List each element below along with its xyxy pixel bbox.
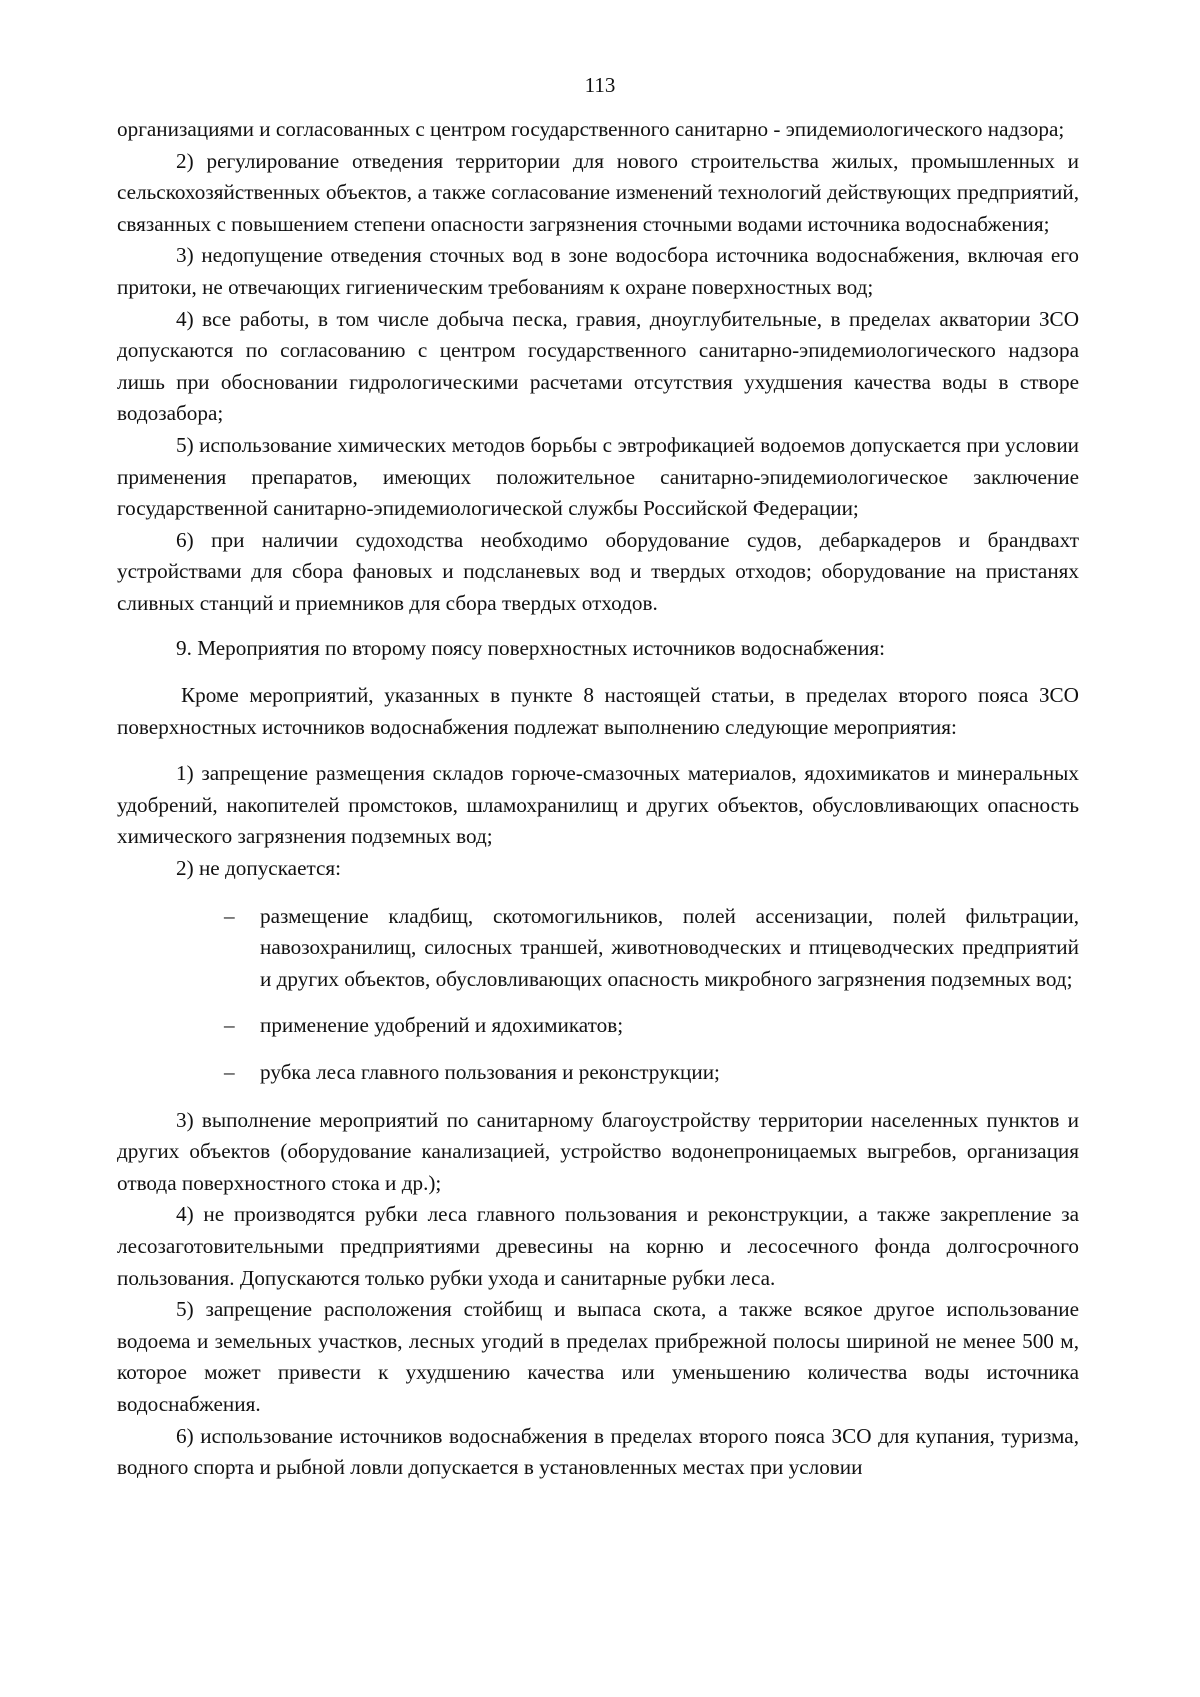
dash-list: [117, 901, 1079, 1089]
list-item-2-regulation: 2) регулирование отведения территории для нового строительства жилых, промышленных и сельскохозяйственных объектов, а также согласование изменений технологий действующих предприятий, связанных с повышением степени опасности загрязнения сточными водами источника водоснабжения;: [117, 148, 1079, 236]
list-item-4-works: 4) все работы, в том числе добыча песка, гравия, дноуглубительные, в пределах акватории ЗСО допускаются по согласованию с центром государственного санитарно-эпидемиологического надзора лишь при обосновании гидрологическими расчетами отсутствия ухудшения качества воды в створе водозабора;: [117, 306, 1079, 426]
dash-marker: –: [224, 1013, 235, 1038]
section-intro: Кроме мероприятий, указанных в пункте 8 настоящей статьи, в пределах второго пояса ЗСО поверхностных источников водоснабжения подлежат выполнению следующие мероприятия:: [117, 683, 1079, 739]
document-body: [117, 114, 1079, 1484]
list-item-6-shipping: 6) при наличии судоходства необходимо оборудование судов, дебаркадеров и брандвахт устройствами для сбора фановых и подсланевых вод и твердых отходов; оборудование на пристанях сливных станций и приемников для сбора твердых отходов.: [117, 527, 1079, 615]
page-number: 113: [584, 73, 616, 97]
dash-marker: –: [224, 1060, 235, 1085]
list-item-2-not-allowed: 2) не допускается:: [176, 856, 342, 881]
section-heading-9: 9. Мероприятия по второму поясу поверхностных источников водоснабжения:: [176, 635, 886, 660]
list-item-1-prohibition: 1) запрещение размещения складов горюче-смазочных материалов, ядохимикатов и минеральных удобрений, накопителей промстоков, шламохранилищ и других объектов, обусловливающих опасность химического загрязнения подземных вод;: [117, 761, 1079, 849]
dash-list-item: [117, 901, 1079, 996]
list-item-3-wastewater: 3) недопущение отведения сточных вод в зоне водосбора источника водоснабжения, включая его притоки, не отвечающих гигиеническим требованиям к охране поверхностных вод;: [117, 243, 1079, 299]
dash-list-item: [117, 1010, 1079, 1042]
dash-list-text: рубка леса главного пользования и реконструкции;: [260, 1060, 720, 1085]
list-item-4-logging: 4) не производятся рубки леса главного пользования и реконструкции, а также закрепление за лесозаготовительными предприятиями древесины на корню и лесосечного фонда долгосрочного пользования. Допускаются только рубки ухода и санитарные рубки леса.: [117, 1202, 1079, 1290]
list-item-5-chemical-methods: 5) использование химических методов борьбы с эвтрофикацией водоемов допускается при условии применения препаратов, имеющих положительное санитарно-эпидемиологическое заключение государственной санитарно-эпидемиологической службы Российской Федерации;: [117, 432, 1079, 521]
paragraph-continued: организациями и согласованных с центром государственного санитарно - эпидемиологического надзора;: [117, 117, 1065, 141]
dash-marker: –: [224, 903, 235, 928]
dash-list-item: [117, 1057, 1079, 1089]
list-item-3-sanitation: 3) выполнение мероприятий по санитарному благоустройству территории населенных пунктов и других объектов (оборудование канализацией, устройство водонепроницаемых выгребов, организация отвода поверхностного стока и др.);: [117, 1107, 1079, 1195]
dash-list-text: применение удобрений и ядохимикатов;: [260, 1013, 624, 1038]
dash-list-text: размещение кладбищ, скотомогильников, полей ассенизации, полей фильтрации, навозохранилищ, силосных траншей, животноводческих и птицеводческих предприятий и других объектов, обусловливающих опасность микробного загрязнения подземных вод;: [260, 903, 1079, 991]
list-item-5-grazing: 5) запрещение расположения стойбищ и выпаса скота, а также всякое другое использование водоема и земельных участков, лесных угодий в пределах прибрежной полосы шириной не менее 500 м, которое может привести к ухудшению качества или уменьшению количества воды источника водоснабжения.: [117, 1297, 1079, 1416]
list-item-6-recreation: 6) использование источников водоснабжения в пределах второго пояса ЗСО для купания, туризма, водного спорта и рыбной ловли допускается в установленных местах при условии: [117, 1423, 1079, 1480]
